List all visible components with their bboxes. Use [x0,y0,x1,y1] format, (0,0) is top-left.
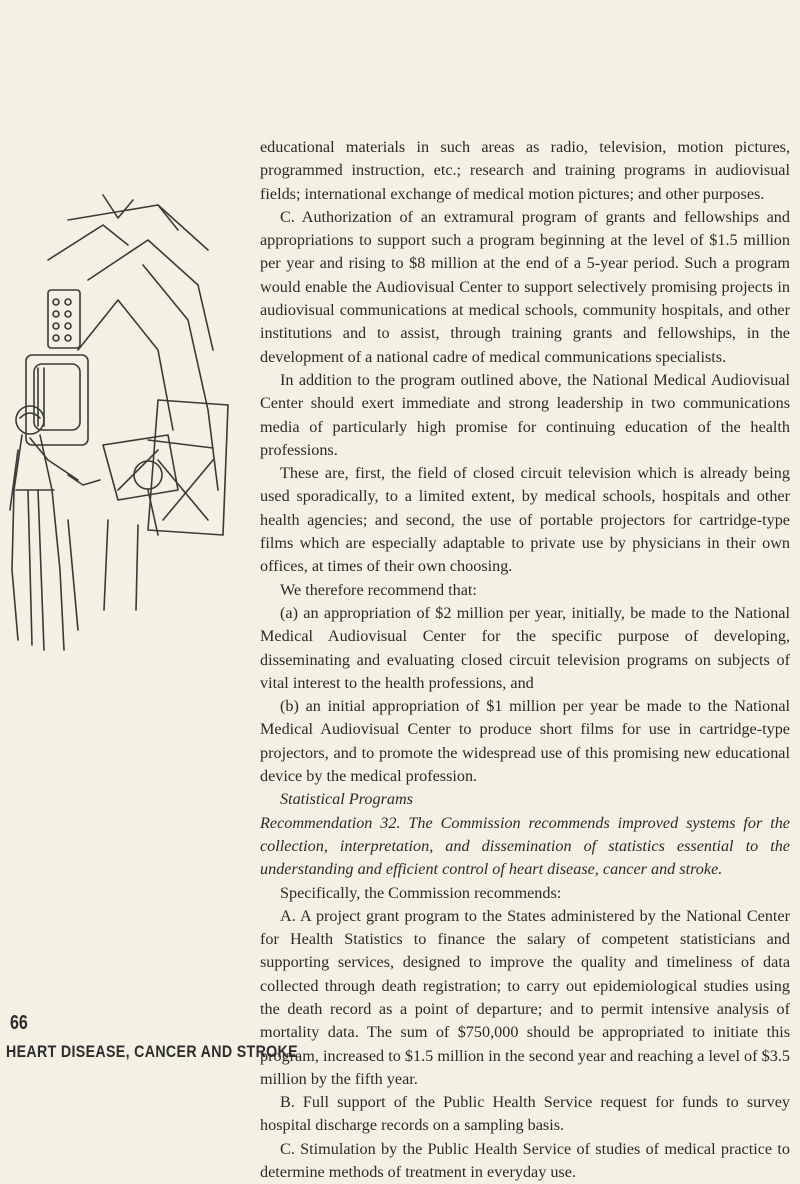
paragraph: Specifically, the Commission recommends: [280,883,562,902]
paragraph: These are, first, the field of closed circuit television which is already being used sporadically, to a limited extent, by medical schools, hospitals and other health agencies; and second, the use of portable projectors for cartridge-type films which are especially adaptable to private use by physicians in their own offices, at times of their own choosing. [260,464,790,576]
paragraph: C. Authorization of an extramural program of grants and fellowships and appropriations to support such a program beginning at the level of $1.5 million per year and rising to $8 million at the end of a 5-year period. Such a program would enable the Audiovisual Center to support selectively promising projects in audiovisual communications at medical schools, community hospitals, and other institutions and to assist, through training grants and fellowships, in the development of a national cadre of medical communications specialists. [260,207,790,366]
line-drawing-illustration [8,190,244,660]
section-heading: Statistical Programs [280,790,413,809]
running-title: HEART DISEASE, CANCER AND STROKE [6,1043,298,1061]
recommendation-text: Recommendation 32. The Commission recommends improved systems for the collection, interpretation, and dissemination of statistics essential to the understanding and efficient control of heart disease, cancer and stroke. [260,813,790,879]
paragraph: educational materials in such areas as radio, television, motion pictures, programmed instruction, etc.; research and training programs in audiovisual fields; international exchange of medical motion pictures; and other purposes. [260,138,790,203]
frame-lines [68,490,158,630]
paragraph: We therefore recommend that: [280,580,477,599]
paragraph: C. Stimulation by the Public Health Service of studies of medical practice to determine methods of treatment in everyday use. [260,1139,790,1182]
list-item: (a) an appropriation of $2 million per year, initially, be made to the National Medical Audiovisual Center for the specific purpose of developing, disseminating and evaluating closed circuit television programs on subjects of vital interest to the health professions, and [260,603,790,692]
television-icon [26,355,88,445]
list-item: (b) an initial appropriation of $1 million per year be made to the National Medical Audiovisual Center to produce short films for use in cartridge-type projectors, and to promote the widespread use of this promising new educational device by the medical profession. [260,697,790,786]
projector-icon [103,435,178,500]
paragraph: In addition to the program outlined above, the National Medical Audiovisual Center should exert immediate and strong leadership in two communications media of particularly high promise for continuing education of the health professions. [260,370,790,459]
paragraph: A. A project grant program to the States administered by the National Center for Health Statistics to finance the salary of competent statisticians and supporting services, designed to improve the quality and timeliness of data collected through death registration; to carry out epidemiological studies using the death record as a point of departure; and to permit intensive analysis of mortality data. The sum of $750,000 should be appropriated to initiate this program, increased to $1.5 million in the second year and reaching a level of $3.5 million by the fifth year. [260,906,790,1088]
body-text [260,136,790,1184]
page-number: 66 [10,1012,28,1034]
film-canisters-icon [48,290,80,348]
paragraph: B. Full support of the Public Health Service request for funds to survey hospital discharge records on a sampling basis. [260,1093,790,1135]
